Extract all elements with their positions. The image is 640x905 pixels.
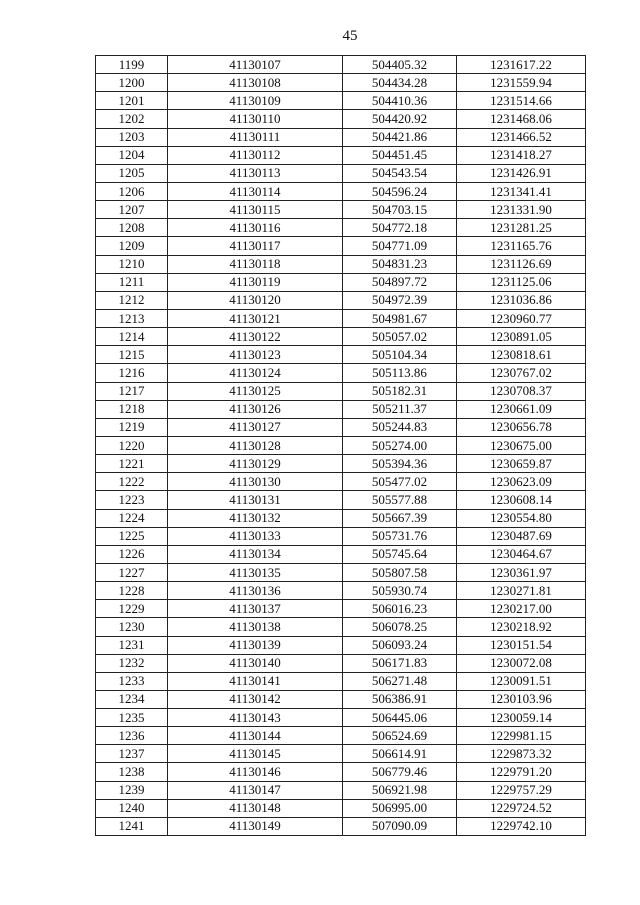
x-coordinate-cell: 506016.23 bbox=[343, 600, 457, 618]
row-index-cell: 1214 bbox=[96, 328, 168, 346]
table-row bbox=[96, 582, 586, 600]
row-index-cell: 1230 bbox=[96, 618, 168, 636]
point-id-cell: 41130138 bbox=[168, 618, 343, 636]
row-index-cell: 1225 bbox=[96, 527, 168, 545]
x-coordinate-cell: 506093.24 bbox=[343, 636, 457, 654]
row-index-cell: 1206 bbox=[96, 182, 168, 200]
table-row bbox=[96, 799, 586, 817]
point-id-cell: 41130121 bbox=[168, 309, 343, 327]
row-index-cell: 1215 bbox=[96, 346, 168, 364]
x-coordinate-cell: 505244.83 bbox=[343, 418, 457, 436]
point-id-cell: 41130109 bbox=[168, 92, 343, 110]
x-coordinate-cell: 505577.88 bbox=[343, 491, 457, 509]
point-id-cell: 41130131 bbox=[168, 491, 343, 509]
row-index-cell: 1240 bbox=[96, 799, 168, 817]
x-coordinate-cell: 505104.34 bbox=[343, 346, 457, 364]
row-index-cell: 1238 bbox=[96, 763, 168, 781]
row-index-cell: 1233 bbox=[96, 672, 168, 690]
y-coordinate-cell: 1230103.96 bbox=[457, 690, 586, 708]
y-coordinate-cell: 1231426.91 bbox=[457, 164, 586, 182]
point-id-cell: 41130113 bbox=[168, 164, 343, 182]
table-row bbox=[96, 563, 586, 581]
table-row bbox=[96, 74, 586, 92]
point-id-cell: 41130142 bbox=[168, 690, 343, 708]
table-row bbox=[96, 745, 586, 763]
y-coordinate-cell: 1229724.52 bbox=[457, 799, 586, 817]
y-coordinate-cell: 1230059.14 bbox=[457, 709, 586, 727]
y-coordinate-cell: 1230659.87 bbox=[457, 455, 586, 473]
row-index-cell: 1239 bbox=[96, 781, 168, 799]
y-coordinate-cell: 1229981.15 bbox=[457, 727, 586, 745]
y-coordinate-cell: 1231418.27 bbox=[457, 146, 586, 164]
table-row bbox=[96, 545, 586, 563]
x-coordinate-cell: 504410.36 bbox=[343, 92, 457, 110]
point-id-cell: 41130134 bbox=[168, 545, 343, 563]
x-coordinate-cell: 505745.64 bbox=[343, 545, 457, 563]
row-index-cell: 1223 bbox=[96, 491, 168, 509]
table-row bbox=[96, 672, 586, 690]
table-body bbox=[96, 56, 586, 836]
y-coordinate-cell: 1231466.52 bbox=[457, 128, 586, 146]
y-coordinate-cell: 1231514.66 bbox=[457, 92, 586, 110]
y-coordinate-cell: 1230554.80 bbox=[457, 509, 586, 527]
point-id-cell: 41130149 bbox=[168, 817, 343, 835]
point-id-cell: 41130130 bbox=[168, 473, 343, 491]
y-coordinate-cell: 1230708.37 bbox=[457, 382, 586, 400]
point-id-cell: 41130123 bbox=[168, 346, 343, 364]
row-index-cell: 1219 bbox=[96, 418, 168, 436]
table-row bbox=[96, 291, 586, 309]
x-coordinate-cell: 506995.00 bbox=[343, 799, 457, 817]
table-row bbox=[96, 110, 586, 128]
y-coordinate-cell: 1230072.08 bbox=[457, 654, 586, 672]
point-id-cell: 41130118 bbox=[168, 255, 343, 273]
x-coordinate-cell: 506271.48 bbox=[343, 672, 457, 690]
y-coordinate-cell: 1230767.02 bbox=[457, 364, 586, 382]
y-coordinate-cell: 1230608.14 bbox=[457, 491, 586, 509]
x-coordinate-cell: 504972.39 bbox=[343, 291, 457, 309]
table-row bbox=[96, 382, 586, 400]
x-coordinate-cell: 505667.39 bbox=[343, 509, 457, 527]
x-coordinate-cell: 504420.92 bbox=[343, 110, 457, 128]
y-coordinate-cell: 1230271.81 bbox=[457, 582, 586, 600]
table-row bbox=[96, 164, 586, 182]
y-coordinate-cell: 1229742.10 bbox=[457, 817, 586, 835]
y-coordinate-cell: 1231126.69 bbox=[457, 255, 586, 273]
y-coordinate-cell: 1231125.06 bbox=[457, 273, 586, 291]
point-id-cell: 41130141 bbox=[168, 672, 343, 690]
table-row bbox=[96, 255, 586, 273]
row-index-cell: 1203 bbox=[96, 128, 168, 146]
x-coordinate-cell: 504897.72 bbox=[343, 273, 457, 291]
row-index-cell: 1200 bbox=[96, 74, 168, 92]
point-id-cell: 41130117 bbox=[168, 237, 343, 255]
row-index-cell: 1209 bbox=[96, 237, 168, 255]
table-row bbox=[96, 690, 586, 708]
y-coordinate-cell: 1230218.92 bbox=[457, 618, 586, 636]
point-id-cell: 41130125 bbox=[168, 382, 343, 400]
point-id-cell: 41130129 bbox=[168, 455, 343, 473]
point-id-cell: 41130132 bbox=[168, 509, 343, 527]
x-coordinate-cell: 504772.18 bbox=[343, 219, 457, 237]
table-row bbox=[96, 309, 586, 327]
y-coordinate-cell: 1230217.00 bbox=[457, 600, 586, 618]
y-coordinate-cell: 1229791.20 bbox=[457, 763, 586, 781]
x-coordinate-cell: 506614.91 bbox=[343, 745, 457, 763]
x-coordinate-cell: 506078.25 bbox=[343, 618, 457, 636]
x-coordinate-cell: 504451.45 bbox=[343, 146, 457, 164]
x-coordinate-cell: 506171.83 bbox=[343, 654, 457, 672]
point-id-cell: 41130110 bbox=[168, 110, 343, 128]
table-row bbox=[96, 709, 586, 727]
table-row bbox=[96, 436, 586, 454]
row-index-cell: 1220 bbox=[96, 436, 168, 454]
y-coordinate-cell: 1230623.09 bbox=[457, 473, 586, 491]
point-id-cell: 41130115 bbox=[168, 201, 343, 219]
point-id-cell: 41130120 bbox=[168, 291, 343, 309]
y-coordinate-cell: 1231341.41 bbox=[457, 182, 586, 200]
x-coordinate-cell: 506779.46 bbox=[343, 763, 457, 781]
table-row bbox=[96, 763, 586, 781]
row-index-cell: 1201 bbox=[96, 92, 168, 110]
y-coordinate-cell: 1230091.51 bbox=[457, 672, 586, 690]
row-index-cell: 1227 bbox=[96, 563, 168, 581]
point-id-cell: 41130124 bbox=[168, 364, 343, 382]
row-index-cell: 1241 bbox=[96, 817, 168, 835]
table-row bbox=[96, 636, 586, 654]
row-index-cell: 1207 bbox=[96, 201, 168, 219]
row-index-cell: 1218 bbox=[96, 400, 168, 418]
table-row bbox=[96, 182, 586, 200]
row-index-cell: 1236 bbox=[96, 727, 168, 745]
x-coordinate-cell: 504405.32 bbox=[343, 56, 457, 74]
point-id-cell: 41130108 bbox=[168, 74, 343, 92]
point-id-cell: 41130122 bbox=[168, 328, 343, 346]
x-coordinate-cell: 504596.24 bbox=[343, 182, 457, 200]
x-coordinate-cell: 505211.37 bbox=[343, 400, 457, 418]
table-row bbox=[96, 491, 586, 509]
point-id-cell: 41130128 bbox=[168, 436, 343, 454]
x-coordinate-cell: 505477.02 bbox=[343, 473, 457, 491]
row-index-cell: 1202 bbox=[96, 110, 168, 128]
point-id-cell: 41130139 bbox=[168, 636, 343, 654]
point-id-cell: 41130135 bbox=[168, 563, 343, 581]
table-row bbox=[96, 817, 586, 835]
y-coordinate-cell: 1231281.25 bbox=[457, 219, 586, 237]
y-coordinate-cell: 1230675.00 bbox=[457, 436, 586, 454]
point-id-cell: 41130144 bbox=[168, 727, 343, 745]
table-row bbox=[96, 418, 586, 436]
y-coordinate-cell: 1230656.78 bbox=[457, 418, 586, 436]
table-row bbox=[96, 509, 586, 527]
y-coordinate-cell: 1230891.05 bbox=[457, 328, 586, 346]
row-index-cell: 1208 bbox=[96, 219, 168, 237]
x-coordinate-cell: 506445.06 bbox=[343, 709, 457, 727]
point-id-cell: 41130127 bbox=[168, 418, 343, 436]
table-row bbox=[96, 146, 586, 164]
y-coordinate-cell: 1231468.06 bbox=[457, 110, 586, 128]
point-id-cell: 41130114 bbox=[168, 182, 343, 200]
x-coordinate-cell: 504831.23 bbox=[343, 255, 457, 273]
row-index-cell: 1212 bbox=[96, 291, 168, 309]
table-row bbox=[96, 527, 586, 545]
x-coordinate-cell: 505274.00 bbox=[343, 436, 457, 454]
row-index-cell: 1213 bbox=[96, 309, 168, 327]
y-coordinate-cell: 1230487.69 bbox=[457, 527, 586, 545]
y-coordinate-cell: 1230661.09 bbox=[457, 400, 586, 418]
y-coordinate-cell: 1231617.22 bbox=[457, 56, 586, 74]
point-id-cell: 41130119 bbox=[168, 273, 343, 291]
x-coordinate-cell: 505113.86 bbox=[343, 364, 457, 382]
y-coordinate-cell: 1230464.67 bbox=[457, 545, 586, 563]
table-row bbox=[96, 455, 586, 473]
row-index-cell: 1224 bbox=[96, 509, 168, 527]
point-id-cell: 41130146 bbox=[168, 763, 343, 781]
table-row bbox=[96, 328, 586, 346]
table-row bbox=[96, 781, 586, 799]
table-row bbox=[96, 219, 586, 237]
point-id-cell: 41130112 bbox=[168, 146, 343, 164]
row-index-cell: 1221 bbox=[96, 455, 168, 473]
point-id-cell: 41130111 bbox=[168, 128, 343, 146]
row-index-cell: 1234 bbox=[96, 690, 168, 708]
x-coordinate-cell: 504771.09 bbox=[343, 237, 457, 255]
row-index-cell: 1228 bbox=[96, 582, 168, 600]
y-coordinate-cell: 1231036.86 bbox=[457, 291, 586, 309]
row-index-cell: 1231 bbox=[96, 636, 168, 654]
table-row bbox=[96, 727, 586, 745]
point-id-cell: 41130126 bbox=[168, 400, 343, 418]
table-row bbox=[96, 92, 586, 110]
row-index-cell: 1205 bbox=[96, 164, 168, 182]
row-index-cell: 1222 bbox=[96, 473, 168, 491]
x-coordinate-cell: 506524.69 bbox=[343, 727, 457, 745]
point-id-cell: 41130148 bbox=[168, 799, 343, 817]
y-coordinate-cell: 1231331.90 bbox=[457, 201, 586, 219]
row-index-cell: 1217 bbox=[96, 382, 168, 400]
row-index-cell: 1199 bbox=[96, 56, 168, 74]
point-id-cell: 41130136 bbox=[168, 582, 343, 600]
row-index-cell: 1232 bbox=[96, 654, 168, 672]
x-coordinate-cell: 505731.76 bbox=[343, 527, 457, 545]
point-id-cell: 41130147 bbox=[168, 781, 343, 799]
table-row bbox=[96, 201, 586, 219]
table-row bbox=[96, 237, 586, 255]
row-index-cell: 1237 bbox=[96, 745, 168, 763]
coordinates-table bbox=[95, 55, 586, 836]
x-coordinate-cell: 505807.58 bbox=[343, 563, 457, 581]
x-coordinate-cell: 507090.09 bbox=[343, 817, 457, 835]
table-row bbox=[96, 400, 586, 418]
y-coordinate-cell: 1229757.29 bbox=[457, 781, 586, 799]
x-coordinate-cell: 506921.98 bbox=[343, 781, 457, 799]
y-coordinate-cell: 1230151.54 bbox=[457, 636, 586, 654]
row-index-cell: 1216 bbox=[96, 364, 168, 382]
x-coordinate-cell: 504981.67 bbox=[343, 309, 457, 327]
x-coordinate-cell: 505930.74 bbox=[343, 582, 457, 600]
page-number: 45 bbox=[342, 28, 358, 44]
x-coordinate-cell: 504421.86 bbox=[343, 128, 457, 146]
table-row bbox=[96, 128, 586, 146]
point-id-cell: 41130143 bbox=[168, 709, 343, 727]
table-row bbox=[96, 56, 586, 74]
y-coordinate-cell: 1231559.94 bbox=[457, 74, 586, 92]
table-row bbox=[96, 654, 586, 672]
table-row bbox=[96, 600, 586, 618]
point-id-cell: 41130116 bbox=[168, 219, 343, 237]
row-index-cell: 1229 bbox=[96, 600, 168, 618]
x-coordinate-cell: 505182.31 bbox=[343, 382, 457, 400]
point-id-cell: 41130107 bbox=[168, 56, 343, 74]
table-row bbox=[96, 364, 586, 382]
row-index-cell: 1211 bbox=[96, 273, 168, 291]
y-coordinate-cell: 1231165.76 bbox=[457, 237, 586, 255]
point-id-cell: 41130137 bbox=[168, 600, 343, 618]
x-coordinate-cell: 505394.36 bbox=[343, 455, 457, 473]
row-index-cell: 1210 bbox=[96, 255, 168, 273]
y-coordinate-cell: 1230960.77 bbox=[457, 309, 586, 327]
table-row bbox=[96, 473, 586, 491]
table-row bbox=[96, 273, 586, 291]
x-coordinate-cell: 504703.15 bbox=[343, 201, 457, 219]
x-coordinate-cell: 504434.28 bbox=[343, 74, 457, 92]
y-coordinate-cell: 1230818.61 bbox=[457, 346, 586, 364]
point-id-cell: 41130133 bbox=[168, 527, 343, 545]
y-coordinate-cell: 1229873.32 bbox=[457, 745, 586, 763]
table-row bbox=[96, 618, 586, 636]
x-coordinate-cell: 506386.91 bbox=[343, 690, 457, 708]
y-coordinate-cell: 1230361.97 bbox=[457, 563, 586, 581]
row-index-cell: 1226 bbox=[96, 545, 168, 563]
point-id-cell: 41130145 bbox=[168, 745, 343, 763]
row-index-cell: 1235 bbox=[96, 709, 168, 727]
table-row bbox=[96, 346, 586, 364]
point-id-cell: 41130140 bbox=[168, 654, 343, 672]
x-coordinate-cell: 504543.54 bbox=[343, 164, 457, 182]
x-coordinate-cell: 505057.02 bbox=[343, 328, 457, 346]
row-index-cell: 1204 bbox=[96, 146, 168, 164]
